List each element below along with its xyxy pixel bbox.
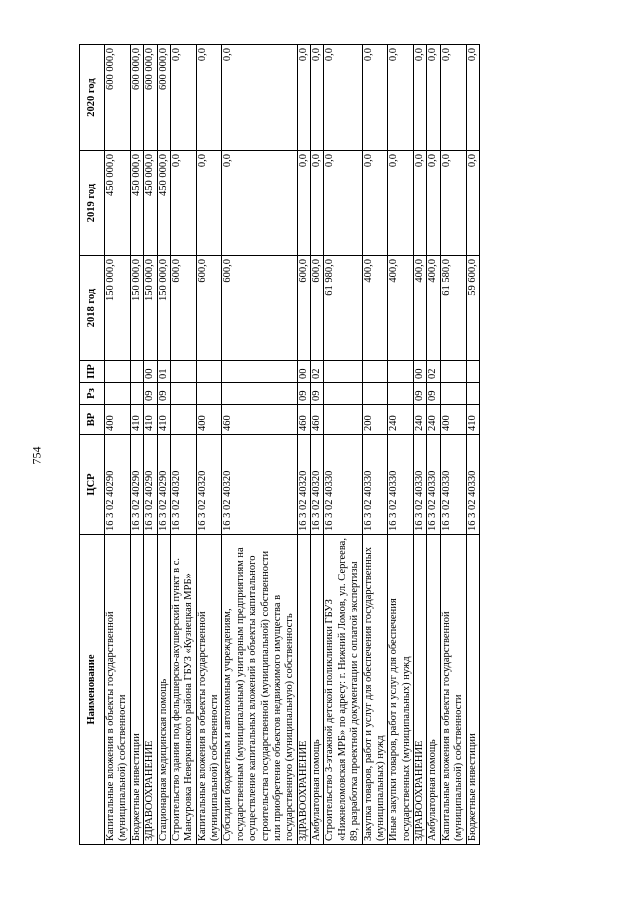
cell-2019: 0,0 [414, 151, 427, 256]
cell-pr [130, 361, 143, 383]
cell-2020: 600 000,0 [157, 45, 170, 151]
cell-2018: 400,0 [388, 256, 414, 361]
cell-name: ЗДРАВООХРАНЕНИЕ [144, 535, 157, 845]
cell-2020: 0,0 [362, 45, 388, 151]
cell-2020: 0,0 [311, 45, 324, 151]
cell-2019: 0,0 [222, 151, 297, 256]
cell-pr: 00 [414, 361, 427, 383]
cell-vr: 400 [105, 405, 131, 435]
cell-name: Закупка товаров, работ и услуг для обеспечения государственных (муниципальных) нужд [362, 535, 388, 845]
table-row [414, 45, 427, 845]
cell-rz [466, 383, 479, 405]
cell-2018: 600,0 [170, 256, 196, 361]
cell-vr: 200 [362, 405, 388, 435]
cell-csr: 16 3 02 40290 [144, 435, 157, 535]
table-row [427, 45, 440, 845]
table-row [157, 45, 170, 845]
cell-vr: 400 [196, 405, 222, 435]
cell-name: Иные закупки товаров, работ и услуг для обеспечения государственных (муниципальных) нужд [388, 535, 414, 845]
budget-table [79, 44, 480, 845]
cell-2019: 0,0 [297, 151, 310, 256]
cell-2019: 0,0 [170, 151, 196, 256]
cell-2019: 0,0 [388, 151, 414, 256]
cell-vr: 400 [440, 405, 466, 435]
cell-vr [324, 405, 362, 435]
cell-vr: 410 [144, 405, 157, 435]
cell-name: Бюджетные инвестиции [130, 535, 143, 845]
cell-2018: 400,0 [427, 256, 440, 361]
cell-pr [440, 361, 466, 383]
cell-name: Амбулаторная помощь [311, 535, 324, 845]
cell-2018: 150 000,0 [130, 256, 143, 361]
cell-vr: 410 [157, 405, 170, 435]
cell-2019: 0,0 [324, 151, 362, 256]
cell-rz [362, 383, 388, 405]
cell-name: Амбулаторная помощь [427, 535, 440, 845]
table-row [466, 45, 479, 845]
cell-csr: 16 3 02 40330 [414, 435, 427, 535]
cell-name: Капитальные вложения в объекты государственной (муниципальной) собственности [105, 535, 131, 845]
header-pr: ПР [80, 361, 105, 383]
table-row [297, 45, 310, 845]
cell-2019: 0,0 [466, 151, 479, 256]
cell-csr: 16 3 02 40330 [427, 435, 440, 535]
cell-pr [388, 361, 414, 383]
cell-pr [362, 361, 388, 383]
cell-name: Бюджетные инвестиции [466, 535, 479, 845]
cell-pr: 02 [427, 361, 440, 383]
cell-csr: 16 3 02 40330 [388, 435, 414, 535]
cell-rz [170, 383, 196, 405]
cell-pr [196, 361, 222, 383]
cell-2019: 450 000,0 [105, 151, 131, 256]
cell-2020: 0,0 [222, 45, 297, 151]
table-row [440, 45, 466, 845]
table-row [311, 45, 324, 845]
cell-vr: 240 [388, 405, 414, 435]
cell-2018: 400,0 [414, 256, 427, 361]
cell-vr [170, 405, 196, 435]
cell-csr: 16 3 02 40320 [297, 435, 310, 535]
cell-2019: 450 000,0 [157, 151, 170, 256]
cell-csr: 16 3 02 40320 [170, 435, 196, 535]
cell-csr: 16 3 02 40330 [466, 435, 479, 535]
cell-2019: 0,0 [440, 151, 466, 256]
cell-2018: 600,0 [222, 256, 297, 361]
cell-csr: 16 3 02 40320 [196, 435, 222, 535]
header-vr: ВР [80, 405, 105, 435]
cell-pr [222, 361, 297, 383]
cell-2020: 0,0 [324, 45, 362, 151]
cell-2019: 0,0 [427, 151, 440, 256]
header-2019: 2019 год [80, 151, 105, 256]
cell-rz [440, 383, 466, 405]
table-row [388, 45, 414, 845]
cell-csr: 16 3 02 40290 [105, 435, 131, 535]
cell-rz: 09 [144, 383, 157, 405]
header-csr: ЦСР [80, 435, 105, 535]
cell-rz [196, 383, 222, 405]
cell-rz: 09 [311, 383, 324, 405]
cell-rz [105, 383, 131, 405]
cell-2020: 0,0 [440, 45, 466, 151]
cell-2018: 400,0 [362, 256, 388, 361]
cell-rz: 09 [157, 383, 170, 405]
cell-pr [324, 361, 362, 383]
table-header-row [80, 45, 105, 845]
cell-rz: 09 [414, 383, 427, 405]
cell-csr: 16 3 02 40330 [362, 435, 388, 535]
cell-2019: 0,0 [311, 151, 324, 256]
cell-csr: 16 3 02 40290 [130, 435, 143, 535]
cell-vr: 460 [222, 405, 297, 435]
cell-csr: 16 3 02 40290 [157, 435, 170, 535]
cell-2018: 61 980,0 [324, 256, 362, 361]
cell-2018: 600,0 [297, 256, 310, 361]
cell-pr: 02 [311, 361, 324, 383]
cell-vr: 460 [311, 405, 324, 435]
cell-csr: 16 3 02 40320 [222, 435, 297, 535]
cell-2020: 0,0 [414, 45, 427, 151]
table-row [196, 45, 222, 845]
cell-2018: 61 580,0 [440, 256, 466, 361]
cell-pr: 00 [144, 361, 157, 383]
table-row [105, 45, 131, 845]
cell-2020: 600 000,0 [144, 45, 157, 151]
cell-name: Строительство 3-этажной детской поликлиники ГБУЗ «Нижнеломовская МРБ» по адресу: г. Нижний Ломов, ул. Сергеева, 89, разработка проектной документации с оплатой экспертизы [324, 535, 362, 845]
cell-2020: 600 000,0 [130, 45, 143, 151]
cell-2020: 600 000,0 [105, 45, 131, 151]
cell-vr: 410 [466, 405, 479, 435]
cell-2020: 0,0 [297, 45, 310, 151]
cell-2019: 450 000,0 [144, 151, 157, 256]
cell-csr: 16 3 02 40330 [440, 435, 466, 535]
page-number: 754 [29, 446, 44, 465]
rotated-table-container [79, 45, 609, 845]
cell-pr: 00 [297, 361, 310, 383]
cell-rz: 09 [297, 383, 310, 405]
cell-name: Капитальные вложения в объекты государственной (муниципальной) собственности [196, 535, 222, 845]
cell-2019: 0,0 [362, 151, 388, 256]
cell-rz [130, 383, 143, 405]
cell-2020: 0,0 [466, 45, 479, 151]
header-rz: Рз [80, 383, 105, 405]
table-row [144, 45, 157, 845]
cell-rz [388, 383, 414, 405]
cell-vr: 460 [297, 405, 310, 435]
cell-2018: 59 600,0 [466, 256, 479, 361]
cell-vr: 240 [414, 405, 427, 435]
cell-rz: 09 [427, 383, 440, 405]
cell-2020: 0,0 [388, 45, 414, 151]
cell-name: ЗДРАВООХРАНЕНИЕ [297, 535, 310, 845]
cell-2020: 0,0 [196, 45, 222, 151]
cell-vr: 410 [130, 405, 143, 435]
cell-name: Субсидии бюджетным и автономным учреждениям, государственным (муниципальным) унитарным предприятиям на осуществление капитальных вложений в объекты капитального строительства государственной (муниципальной) собственности или приобретение объектов недвижимого имущества в государственную (муниципальную) собственность [222, 535, 297, 845]
cell-csr: 16 3 02 40320 [311, 435, 324, 535]
cell-name: Строительство здания под фельдшерско-акушерский пункт в с. Мансуровка Неверкинского района ГБУЗ «Кузнецкая МРБ» [170, 535, 196, 845]
cell-name: Капитальные вложения в объекты государственной (муниципальной) собственности [440, 535, 466, 845]
table-row [130, 45, 143, 845]
cell-pr [105, 361, 131, 383]
table-row [222, 45, 297, 845]
cell-pr [466, 361, 479, 383]
header-2020: 2020 год [80, 45, 105, 151]
cell-2020: 0,0 [427, 45, 440, 151]
table-row [170, 45, 196, 845]
cell-rz [324, 383, 362, 405]
cell-csr: 16 3 02 40330 [324, 435, 362, 535]
table-row [324, 45, 362, 845]
cell-vr: 240 [427, 405, 440, 435]
cell-name: ЗДРАВООХРАНЕНИЕ [414, 535, 427, 845]
table-row [362, 45, 388, 845]
cell-2018: 150 000,0 [144, 256, 157, 361]
header-2018: 2018 год [80, 256, 105, 361]
cell-pr [170, 361, 196, 383]
cell-2018: 150 000,0 [105, 256, 131, 361]
cell-name: Стационарная медицинская помощь [157, 535, 170, 845]
cell-2018: 150 000,0 [157, 256, 170, 361]
cell-2019: 450 000,0 [130, 151, 143, 256]
cell-2020: 0,0 [170, 45, 196, 151]
cell-2018: 600,0 [311, 256, 324, 361]
cell-2019: 0,0 [196, 151, 222, 256]
cell-2018: 600,0 [196, 256, 222, 361]
cell-pr: 01 [157, 361, 170, 383]
header-name: Наименование [80, 535, 105, 845]
cell-rz [222, 383, 297, 405]
